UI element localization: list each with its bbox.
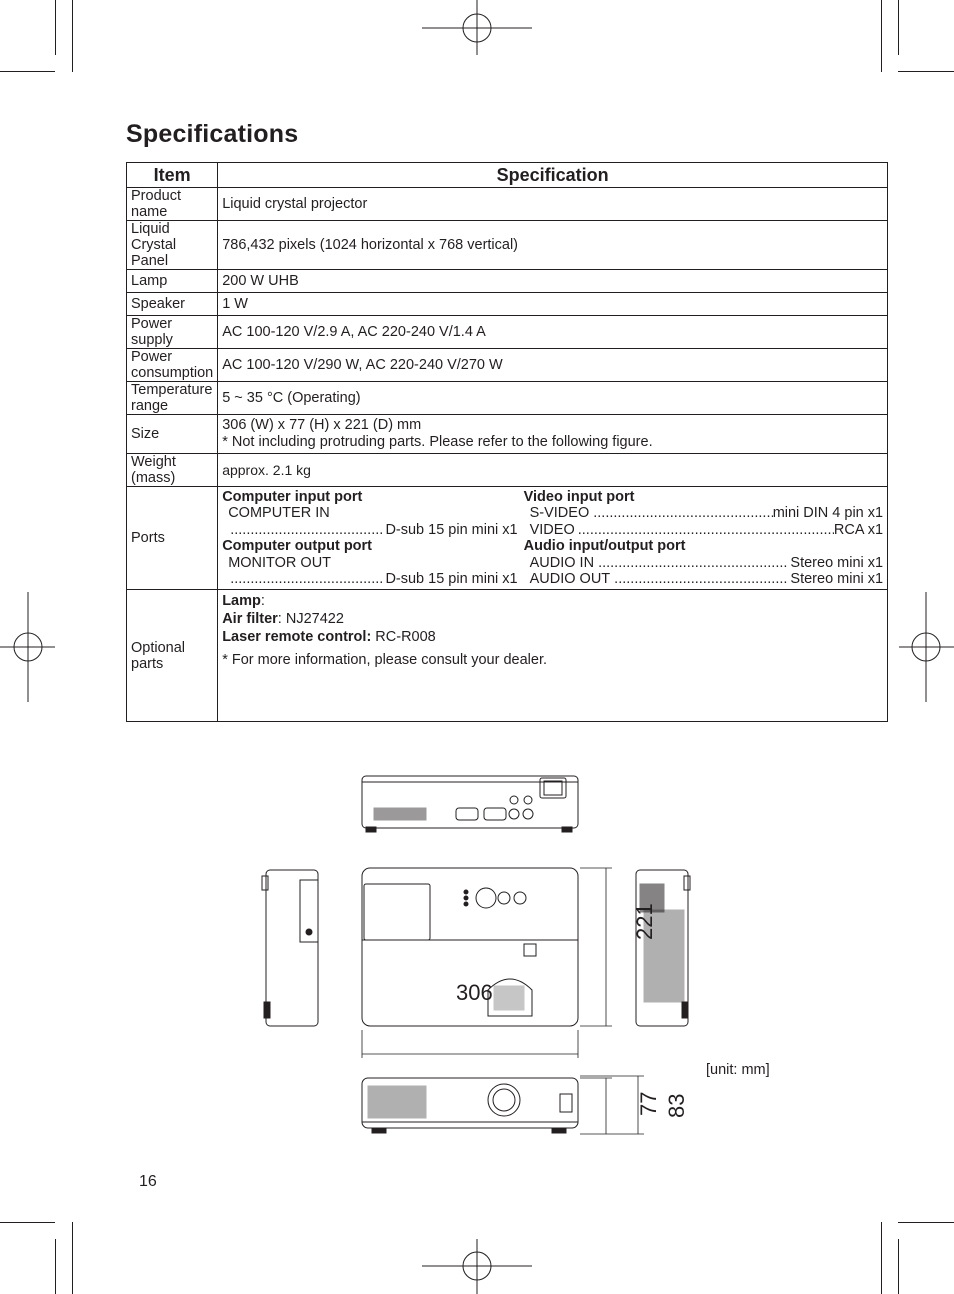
size-dimensions: 306 (W) x 77 (H) x 221 (D) mm: [222, 417, 422, 433]
unit-note: [unit: mm]: [706, 1062, 770, 1078]
page-number: 16: [139, 1173, 157, 1190]
header-specification: Specification: [218, 163, 888, 188]
header-item: Item: [127, 163, 218, 188]
row-item: Ports: [127, 487, 218, 590]
audio-port-title: Audio input/output port: [523, 538, 686, 554]
size-note: * Not including protruding parts. Please refer to the following figure.: [222, 434, 653, 450]
row-spec: Liquid crystal projector: [218, 188, 888, 221]
dimension-depth: 221: [632, 903, 657, 940]
dimension-width: 306: [456, 980, 493, 1005]
row-item: Lamp: [127, 270, 218, 293]
computer-input-title: Computer input port: [222, 488, 363, 505]
monitor-out-value: D-sub 15 pin mini x1: [385, 571, 518, 587]
video-input-title: Video input port: [523, 488, 635, 505]
svideo-value: mini DIN 4 pin x1: [772, 505, 884, 521]
computer-output-title: Computer output port: [222, 538, 373, 554]
dimension-height-total: 83: [664, 1093, 689, 1118]
row-item: Power supply: [127, 316, 218, 349]
lamp-value: :: [260, 593, 265, 609]
front-view: [362, 1078, 578, 1133]
row-item: Weight (mass): [127, 454, 218, 487]
row-spec: 1 W: [218, 293, 888, 316]
audio-out-value: Stereo mini x1: [790, 571, 884, 587]
row-spec: approx. 2.1 kg: [218, 454, 888, 487]
row-spec: AC 100-120 V/290 W, AC 220-240 V/270 W: [218, 349, 888, 382]
row-spec: AC 100-120 V/2.9 A, AC 220-240 V/1.4 A: [218, 316, 888, 349]
filter-value: : NJ27422: [277, 611, 344, 627]
left-side-view: [262, 870, 318, 1026]
computer-in-label: COMPUTER IN: [228, 505, 330, 521]
row-spec: 200 W UHB: [218, 270, 888, 293]
remote-label: Laser remote control:: [222, 629, 372, 645]
row-item: Liquid Crystal Panel: [127, 221, 218, 270]
row-spec: 5 ~ 35 °C (Operating): [218, 382, 888, 415]
audio-out-label: AUDIO OUT: [529, 571, 611, 587]
row-item: Temperature range: [127, 382, 218, 415]
right-side-view: [636, 870, 690, 1026]
filter-label: Air filter: [222, 611, 278, 627]
svideo-label: S-VIDEO: [529, 505, 590, 521]
row-item: Power consumption: [127, 349, 218, 382]
video-value: RCA x1: [833, 521, 884, 538]
audio-in-value: Stereo mini x1: [790, 554, 884, 571]
monitor-out-label: MONITOR OUT: [228, 554, 332, 571]
row-item: Product name: [127, 188, 218, 221]
computer-in-value: D-sub 15 pin mini x1: [385, 521, 518, 538]
video-label: VIDEO: [529, 521, 575, 538]
rear-view: [362, 776, 578, 832]
audio-in-label: AUDIO IN: [529, 554, 595, 571]
dimension-height: 77: [636, 1091, 661, 1116]
page-title: Specifications: [126, 120, 299, 148]
row-item: Speaker: [127, 293, 218, 316]
lamp-label: Lamp: [222, 593, 261, 609]
row-item: Optional parts: [127, 590, 218, 722]
remote-value: RC-R008: [371, 629, 436, 645]
dealer-note: * For more information, please consult your dealer.: [222, 652, 548, 668]
row-item: Size: [127, 415, 218, 454]
row-spec: 786,432 pixels (1024 horizontal x 768 vertical): [218, 221, 888, 270]
